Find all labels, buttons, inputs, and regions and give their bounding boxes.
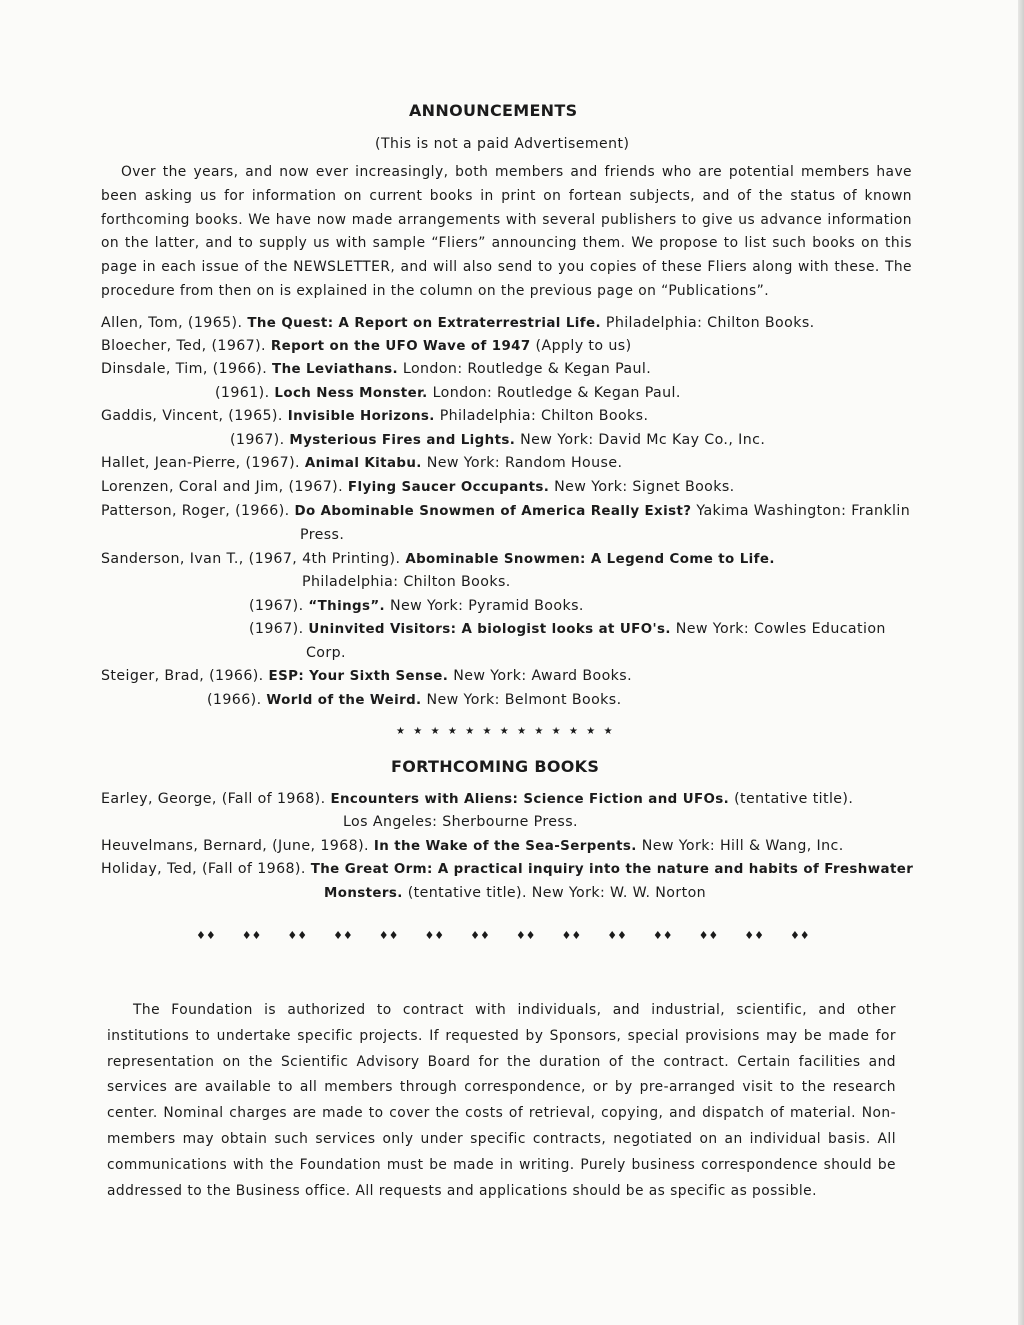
diamond-icon: ♦♦ — [333, 929, 353, 942]
star-icon: ★ — [482, 726, 492, 737]
star-icon: ★ — [568, 726, 578, 737]
book-entry-gaddis-1: Gaddis, Vincent, (1965). Invisible Horizons. Philadelphia: Chilton Books. — [101, 408, 649, 424]
book-entry-dinsdale-2: (1961). Loch Ness Monster. London: Routledge & Kegan Paul. — [215, 385, 681, 401]
forthcoming-heading: FORTHCOMING BOOKS — [391, 757, 600, 776]
book-title: Flying Saucer Occupants. — [347, 480, 550, 495]
forthcoming-entry-holiday-cont: Monsters. (tentative title). New York: W. W. Norton — [324, 885, 707, 901]
book-title: Animal Kitabu. — [304, 456, 422, 471]
diamond-icon: ♦♦ — [378, 929, 399, 942]
announcements-heading: ANNOUNCEMENTS — [409, 101, 578, 120]
diamond-icon: ♦♦ — [698, 929, 719, 942]
star-icon: ★ — [603, 726, 613, 737]
diamond-icon: ♦♦ — [241, 929, 262, 942]
diamond-separator — [196, 929, 836, 942]
star-icon: ★ — [551, 726, 561, 737]
book-title: Monsters. — [324, 886, 403, 901]
diamond-icon: ♦♦ — [515, 929, 536, 942]
book-entry-sanderson-3-cont: Corp. — [306, 645, 346, 661]
book-title: Do Abominable Snowmen of America Really Exist? — [294, 504, 692, 519]
book-entry-sanderson-1-cont: Philadelphia: Chilton Books. — [302, 574, 511, 590]
book-entry-sanderson-2: (1967). “Things”. New York: Pyramid Books. — [249, 598, 584, 614]
book-title: “Things”. — [308, 599, 386, 614]
book-entry-sanderson-1: Sanderson, Ivan T., (1967, 4th Printing). Abominable Snowmen: A Legend Come to Life. — [101, 551, 775, 567]
star-icon: ★ — [534, 726, 544, 737]
book-entry-steiger-1: Steiger, Brad, (1966). ESP: Your Sixth Sense. New York: Award Books. — [101, 668, 632, 684]
star-icon: ★ — [413, 726, 423, 737]
diamond-icon: ♦♦ — [470, 929, 490, 942]
book-entry-patterson-cont: Press. — [300, 527, 345, 543]
book-entry-hallet: Hallet, Jean-Pierre, (1967). Animal Kitabu. New York: Random House. — [101, 455, 623, 471]
star-icon: ★ — [499, 726, 509, 737]
diamond-icon: ♦♦ — [196, 929, 216, 942]
book-title: Uninvited Visitors: A biologist looks at UFO's. — [308, 622, 671, 637]
diamond-icon: ♦♦ — [652, 929, 673, 942]
page-edge — [1018, 0, 1024, 1325]
book-title: The Quest: A Report on Extraterrestrial Life. — [247, 316, 601, 331]
diamond-icon: ♦♦ — [607, 929, 627, 942]
book-title: Encounters with Aliens: Science Fiction and UFOs. — [330, 792, 730, 807]
announcements-subtitle: (This is not a paid Advertisement) — [375, 136, 630, 152]
book-entry-lorenzen: Lorenzen, Coral and Jim, (1967). Flying Saucer Occupants. New York: Signet Books. — [101, 479, 735, 495]
book-title: Loch Ness Monster. — [274, 386, 428, 401]
book-entry-dinsdale-1: Dinsdale, Tim, (1966). The Leviathans. London: Routledge & Kegan Paul. — [101, 361, 652, 377]
diamond-icon: ♦♦ — [789, 929, 810, 942]
book-title: In the Wake of the Sea-Serpents. — [373, 839, 637, 854]
foundation-paragraph: The Foundation is authorized to contract with individuals, and industrial, scientific, and other institutions to undertake specific projects. If requested by Sponsors, special provisions may be made for representation on the Scientific Advisory Board for the duration of the contract. Certain facilities and services are available to all members through correspondence, or by pre-arranged visit to the research center. Nominal charges are made to cover the costs of retrieval, copying, and dispatch of material. Non-members may obtain such services only under specific contracts, negotiated on an individual basis. All communications with the Foundation must be made in writing. Purely business correspondence should be addressed to the Business office. All requests and applications should be as specific as possible. — [107, 1002, 896, 1199]
book-title: The Great Orm: A practical inquiry into the nature and habits of Freshwater — [310, 862, 914, 877]
book-title: Mysterious Fires and Lights. — [289, 433, 516, 448]
book-title: The Leviathans. — [272, 362, 398, 377]
diamond-icon: ♦♦ — [744, 929, 764, 942]
star-icon: ★ — [430, 726, 440, 737]
star-separator — [396, 726, 621, 737]
book-entry-patterson: Patterson, Roger, (1966). Do Abominable Snowmen of America Really Exist? Yakima Washington: Franklin — [101, 503, 911, 519]
forthcoming-entry-holiday: Holiday, Ted, (Fall of 1968). The Great Orm: A practical inquiry into the nature and habits of Freshwater — [101, 861, 914, 877]
star-icon: ★ — [586, 726, 596, 737]
book-title: Invisible Horizons. — [287, 409, 435, 424]
book-entry-gaddis-2: (1967). Mysterious Fires and Lights. New York: David Mc Kay Co., Inc. — [230, 432, 766, 448]
book-title: Report on the UFO Wave of 1947 — [270, 339, 531, 354]
star-icon: ★ — [447, 726, 457, 737]
book-title: ESP: Your Sixth Sense. — [268, 669, 449, 684]
forthcoming-entry-earley: Earley, George, (Fall of 1968). Encounters with Aliens: Science Fiction and UFOs. (tentative title). — [101, 791, 854, 807]
forthcoming-entry-earley-cont: Los Angeles: Sherbourne Press. — [343, 814, 578, 830]
book-title: Abominable Snowmen: A Legend Come to Life. — [405, 552, 775, 567]
book-entry-steiger-2: (1966). World of the Weird. New York: Belmont Books. — [207, 692, 622, 708]
forthcoming-entry-heuvelmans: Heuvelmans, Bernard, (June, 1968). In the Wake of the Sea-Serpents. New York: Hill & Wang, Inc. — [101, 838, 844, 854]
star-icon: ★ — [465, 726, 475, 737]
star-icon: ★ — [517, 726, 527, 737]
book-entry-bloecher: Bloecher, Ted, (1967). Report on the UFO Wave of 1947 (Apply to us) — [101, 338, 632, 354]
diamond-icon: ♦♦ — [287, 929, 308, 942]
book-entry-allen: Allen, Tom, (1965). The Quest: A Report on Extraterrestrial Life. Philadelphia: Chilton Books. — [101, 315, 815, 331]
book-title: World of the Weird. — [266, 693, 422, 708]
star-icon: ★ — [396, 726, 405, 737]
intro-paragraph: Over the years, and now ever increasingly, both members and friends who are potential members have been asking us for information on current books in print on fortean subjects, and of the status of known forthcoming books. We have now made arrangements with several publishers to give us advance information on the latter, and to supply us with sample “Fliers” announcing them. We propose to list such books on this page in each issue of the NEWSLETTER, and will also send to you copies of these Fliers along with these. The procedure from then on is explained in the column on the previous page on “Publications”. — [101, 164, 912, 299]
diamond-icon: ♦♦ — [424, 929, 445, 942]
diamond-icon: ♦♦ — [561, 929, 582, 942]
book-entry-sanderson-3: (1967). Uninvited Visitors: A biologist looks at UFO's. New York: Cowles Education — [249, 621, 886, 637]
